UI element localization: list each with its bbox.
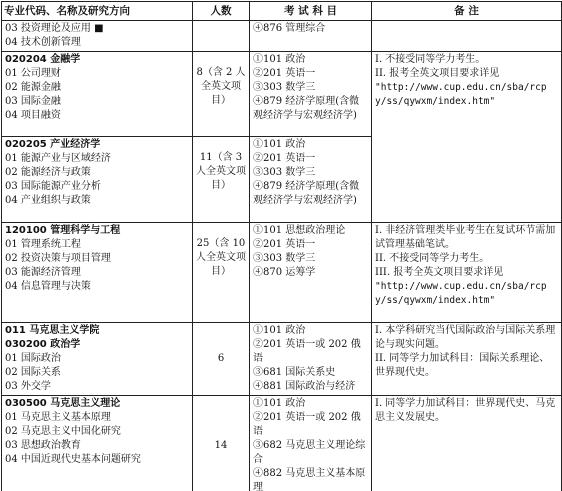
count-value: 11（含 3 人全英文项目）: [196, 152, 246, 191]
exam-item: ②201 英语一或 202 俄语: [253, 339, 361, 364]
table-row: [2, 52, 562, 137]
exam-cell: [250, 52, 372, 137]
note-url: "http://www.cup.edu.cn/sba/rcpy/ss/qywxm/index.htm": [375, 281, 547, 306]
exam-item: ③303 数学三: [253, 253, 316, 264]
direction-item: 01 国际政治: [5, 353, 61, 364]
note-item: II. 报考全英文项目要求详见: [375, 68, 500, 79]
exam-item: ④879 经济学原理(含微观经济学与宏观经济学): [253, 96, 360, 121]
direction-item: 02 马克思主义中国化研究: [5, 426, 121, 437]
table-row: [2, 396, 562, 491]
exam-item: ④870 运筹学: [253, 267, 316, 278]
direction-item: 04 项目融资: [5, 110, 61, 121]
exam-item: ②201 英语一: [253, 68, 316, 79]
direction-item: 03 能源经济管理: [5, 267, 81, 278]
header-count: 人数: [193, 2, 250, 21]
count-cell: 14: [193, 396, 250, 491]
count-cell: [193, 21, 250, 52]
exam-item: ③303 数学三: [253, 82, 316, 93]
exam-cell: [250, 21, 372, 52]
direction-item: 01 能源产业与区域经济: [5, 153, 111, 164]
major-cell: [2, 137, 193, 223]
direction-item: 01 管理系统工程: [5, 239, 81, 250]
direction-item: 04 产业组织与政策: [5, 195, 91, 206]
direction-item: 03 国际金融: [5, 96, 61, 107]
direction-item: 03 外交学: [5, 381, 51, 392]
major-code: 020205 产业经济学: [5, 139, 101, 150]
direction-item: 01 马克思主义基本原理: [5, 412, 111, 423]
exam-item: ③303 数学三: [253, 167, 316, 178]
table-row: [2, 223, 562, 323]
table-row: [2, 323, 562, 396]
exam-item: ①101 政治: [253, 54, 306, 65]
note-item: III. 报考全英文项目要求详见: [375, 267, 504, 278]
note-item: I. 不接受同等学力考生。: [375, 54, 486, 65]
direction-item: 02 能源经济与政策: [5, 167, 91, 178]
exam-item: ①101 思想政治理论: [253, 225, 346, 236]
exam-item: ①101 政治: [253, 325, 306, 336]
exam-item: ②201 英语一: [253, 153, 316, 164]
major-cell: [2, 396, 193, 491]
major-code: 030200 政治学: [5, 339, 81, 350]
direction-item: 01 公司理财: [5, 68, 61, 79]
note-cell: [372, 323, 562, 396]
exam-item: ②201 英语一或 202 俄语: [253, 412, 361, 437]
note-item: I. 本学科研究当代国际政治与国际关系理论与现实问题。: [375, 325, 556, 350]
count-cell: [193, 223, 250, 323]
table-header-row: [2, 2, 562, 21]
direction-item: 02 投资决策与项目管理: [5, 253, 111, 264]
note-item: II. 不接受同等学力考生。: [375, 253, 490, 264]
major-code: 020204 金融学: [5, 54, 81, 65]
count-value: 25（含 10 人全英文项目）: [196, 238, 246, 277]
direction-item: 04 中国近现代史基本问题研究: [5, 454, 141, 465]
school-name: 011 马克思主义学院: [5, 325, 100, 336]
note-item: II. 同等学力加试科目：国际关系理论、世界现代史。: [375, 353, 550, 378]
note-cell: [372, 223, 562, 323]
header-note: 备 注: [372, 2, 562, 21]
direction-item: 02 能源金融: [5, 82, 61, 93]
major-code: 120100 管理科学与工程: [5, 225, 121, 236]
note-item: I. 非经济管理类毕业考生在复试环节需加试管理基础笔试。: [375, 225, 556, 250]
header-exam: 考 试 科 目: [250, 2, 372, 21]
major-cell: [2, 21, 193, 52]
exam-item: ②201 英语一: [253, 239, 316, 250]
count-cell: 6: [193, 323, 250, 396]
exam-cell: [250, 223, 372, 323]
admissions-table: [1, 1, 562, 491]
table-row: [2, 21, 562, 52]
exam-item: ④881 国际政治与经济: [253, 381, 356, 392]
direction-item: 04 信息管理与决策: [5, 281, 91, 292]
exam-item: ④882 马克思主义基本原理: [253, 468, 366, 491]
exam-item: ①101 政治: [253, 139, 306, 150]
note-cell: [372, 396, 562, 491]
exam-item: ③682 马克思主义理论综合: [253, 440, 366, 465]
major-cell: [2, 323, 193, 396]
exam-item: ③681 国际关系史: [253, 367, 336, 378]
major-code: 030500 马克思主义理论: [5, 398, 121, 409]
note-item: I. 同等学力加试科目：世界现代史、马克思主义发展史。: [375, 398, 556, 423]
major-cell: [2, 223, 193, 323]
count-cell: [193, 52, 250, 137]
header-major: 专业代码、名称及研究方向: [2, 2, 193, 21]
count-cell: [193, 137, 250, 223]
direction-item: 04 技术创新管理: [5, 37, 81, 48]
direction-item: 03 投资理论及应用 ■: [5, 23, 104, 34]
exam-item: ④879 经济学原理(含微观经济学与宏观经济学): [253, 181, 360, 206]
exam-cell: [250, 137, 372, 223]
note-cell: [372, 52, 562, 223]
exam-item: ①101 政治: [253, 398, 306, 409]
major-cell: [2, 52, 193, 137]
direction-item: 03 思想政治教育: [5, 440, 81, 451]
direction-item: 02 国际关系: [5, 367, 61, 378]
count-value: 8（含 2 人全英文项目）: [196, 67, 246, 106]
note-url: "http://www.cup.edu.cn/sba/rcpy/ss/qywxm/index.htm": [375, 82, 547, 107]
exam-item: ④876 管理综合: [253, 23, 326, 34]
direction-item: 03 国际能源产业分析: [5, 181, 101, 192]
note-cell: [372, 21, 562, 52]
exam-cell: [250, 396, 372, 491]
exam-cell: [250, 323, 372, 396]
